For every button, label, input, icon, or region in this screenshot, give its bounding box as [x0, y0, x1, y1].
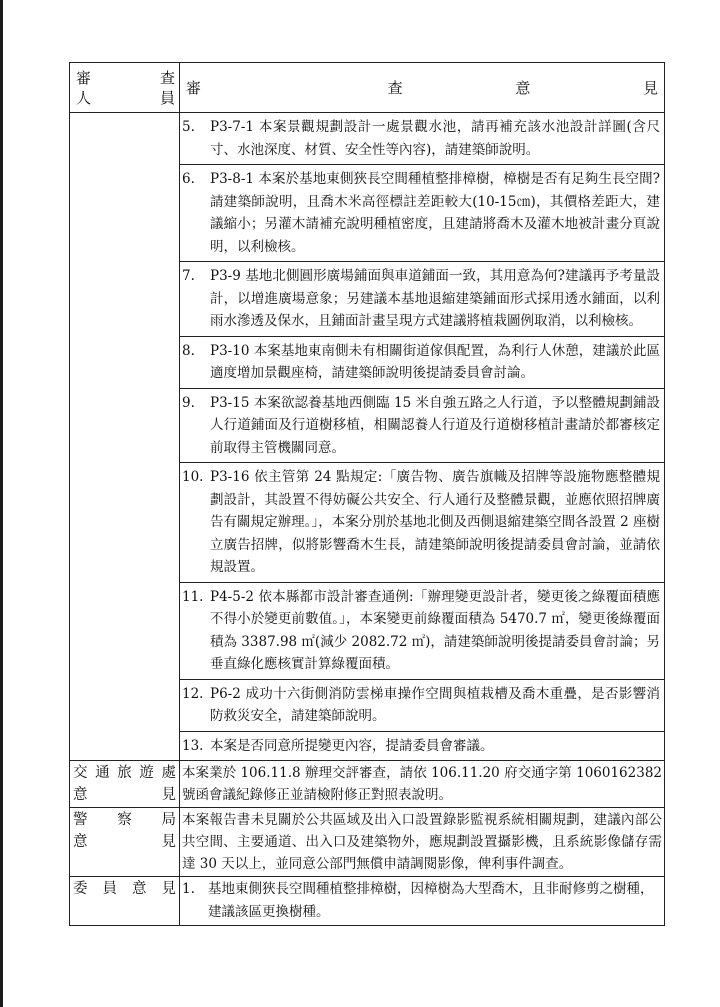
traffic-label-cell	[70, 761, 180, 808]
items-label-cell	[70, 113, 180, 761]
member-label-cell	[70, 877, 180, 926]
item-text: P3-10 本案基地東南側未有相關街道傢俱配置，為利行人休憩，建議於此區適度增加景觀座椅，請建築師說明後提請委員會討論。	[208, 336, 664, 388]
header-char: 人	[76, 89, 92, 107]
list-item	[180, 336, 664, 388]
label-char: 意	[73, 834, 88, 850]
list-item	[180, 679, 664, 731]
label-char: 遊	[139, 765, 154, 781]
header-char: 審	[76, 69, 92, 87]
item-text: 基地東側狹長空間種植整排樟樹，因樟樹為大型喬木，且非耐修剪之樹種，建議該區更換樹種。	[208, 881, 654, 920]
item-text: P3-8-1 本案於基地東側狹長空間種植整排樟樹，樟樹是否有足夠生長空間?請建築師說明，且喬木米高徑標註差距較大(10-15㎝)，其價格差距大，建議縮小；另灌木請補充說明種植密度，且建請將喬木及灌木地被計畫分頁說明，以利檢核。	[208, 165, 664, 262]
traffic-opinion: 本案業於 106.11.8 辦理交評審查，請依 106.11.20 府交通字第 1060162382 號函會議紀錄修正並請檢附修正對照表說明。	[180, 761, 665, 808]
label-char: 察	[117, 812, 132, 828]
item-text: P4-5-2 依本縣都市設計審查通例:「辦理變更設計者，變更後之綠覆面積應不得小於變更前數值。」，本案變更前綠覆面積為 5470.7 ㎡，變更後綠覆面積為 3387.98 ㎡(減少 2082.72 ㎡)，請建築師說明後提請委員會討論；另垂直綠化應核實計算綠覆面積。	[208, 582, 664, 679]
item-number: 5.	[180, 113, 208, 165]
item-text: P6-2 成功十六街側消防雲梯車操作空間與植栽槽及喬木重疊，是否影響消防救災安全，請建築師說明。	[208, 679, 664, 731]
label-char: 旅	[117, 765, 132, 781]
header-char: 員	[159, 89, 175, 107]
header-char: 審	[186, 79, 202, 97]
items-cell	[180, 113, 665, 761]
label-char: 意	[132, 881, 147, 897]
item-number: 12.	[180, 679, 208, 731]
item-text: P3-15 本案欲認養基地西側臨 15 米自強五路之人行道，予以整體規劃鋪設人行道鋪面及行道樹移植，相關認養人行道及行道樹移植計畫請於都審核定前取得主管機關同意。	[208, 388, 664, 463]
police-row	[70, 808, 665, 877]
header-row	[70, 63, 665, 113]
list-item	[180, 388, 664, 463]
list-item	[180, 113, 664, 165]
label-char: 警	[73, 812, 88, 828]
label-char: 通	[95, 765, 110, 781]
label-char: 委	[73, 881, 88, 897]
traffic-row	[70, 761, 665, 808]
item-number: 6.	[180, 165, 208, 262]
item-number: 9.	[180, 388, 208, 463]
item-number: 8.	[180, 336, 208, 388]
label-char: 局	[161, 812, 176, 828]
member-row	[70, 877, 665, 926]
header-char: 查	[159, 69, 175, 87]
label-char: 見	[161, 881, 176, 897]
police-label-cell	[70, 808, 180, 877]
item-text: P3-16 依主管第 24 點規定:「廣告物、廣告旗幟及招牌等設施物應整體規劃設計，其設置不得妨礙公共安全、行人通行及整體景觀，並應依照招牌廣告有關規定辦理。」，本案分別於基地北側及西側退縮建築空間各設置 2 座樹立廣告招牌，似將影響喬木生長，請建築師說明後提請委員會討論，並請依規設置。	[208, 463, 664, 583]
police-opinion: 本案報告書未見關於公共區域及出入口設置錄影監視系統相關規劃，建議內部公共空間、主要通道、出入口及建築物外，應規劃設置攝影機，且系統影像儲存需達 30 天以上，並同意公部門無償申請調閱影像，俾利事件調查。	[180, 808, 665, 877]
items-list	[180, 113, 664, 760]
header-char: 意	[515, 79, 531, 97]
list-item	[180, 582, 664, 679]
list-item	[180, 877, 664, 925]
header-char: 查	[387, 79, 403, 97]
label-char: 處	[161, 765, 176, 781]
label-char: 交	[73, 765, 88, 781]
review-table	[69, 62, 665, 926]
member-list	[180, 877, 664, 925]
list-item	[180, 165, 664, 262]
item-number: 7.	[180, 262, 208, 337]
label-char: 見	[161, 834, 176, 850]
list-item	[180, 731, 664, 760]
label-char: 意	[73, 787, 88, 803]
items-row	[70, 113, 665, 761]
label-char: 見	[161, 787, 176, 803]
reviewer-header-cell	[70, 63, 180, 113]
header-char: 見	[642, 79, 658, 97]
label-char: 員	[102, 881, 117, 897]
opinion-header-cell	[180, 63, 665, 113]
item-number: 10.	[180, 463, 208, 583]
member-opinion-cell	[180, 877, 665, 926]
item-text: 本案是否同意所提變更內容，提請委員會審議。	[210, 737, 494, 754]
item-number: 13.	[182, 737, 204, 754]
list-item	[180, 262, 664, 337]
item-text: P3-7-1 本案景觀規劃設計一處景觀水池，請再補充該水池設計詳圖(含尺寸、水池深度、材質、安全性等內容)，請建築師說明。	[208, 113, 664, 165]
list-item	[180, 463, 664, 583]
item-number: 1.	[182, 881, 195, 897]
item-number: 11.	[180, 582, 208, 679]
item-text: P3-9 基地北側圓形廣場鋪面與車道鋪面一致，其用意為何?建議再予考量設計，以增進廣場意象；另建議本基地退縮建築鋪面形式採用透水鋪面，以利雨水滲透及保水，且鋪面計畫呈現方式建議將植栽圖例取消，以利檢核。	[208, 262, 664, 337]
